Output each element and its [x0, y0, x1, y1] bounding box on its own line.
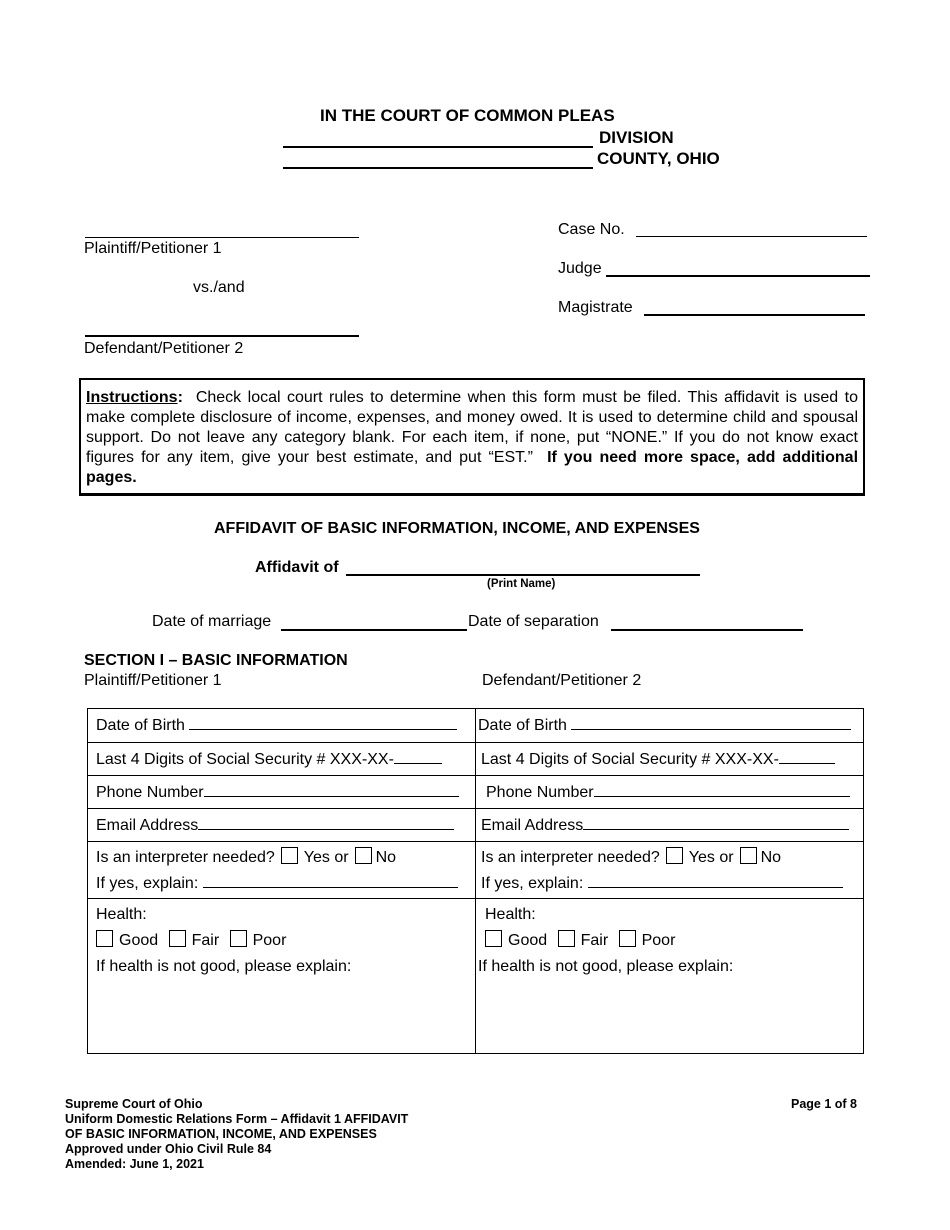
footer-info — [65, 1097, 408, 1172]
dob-label-1: Date of Birth — [96, 717, 185, 734]
dob-field-1[interactable] — [189, 728, 457, 730]
interpreter-explain-field-1[interactable] — [203, 886, 458, 888]
if-yes-label-2: If yes, explain: — [481, 875, 584, 892]
fair-label-2: Fair — [580, 932, 609, 949]
yes-or-label-1: Yes or — [303, 849, 349, 866]
interpreter-no-checkbox-2[interactable] — [740, 847, 757, 864]
instructions-box: Instructions: Check local court rules to determine when this form must be filed. This affidavit is used to make complete disclosure of income, expenses, and money owed. It is used to determine child and spousal support. Do not leave any category blank. For each item, if none, put “NONE.” If you do not know exact figures for any item, give your best estimate, and put “EST.” If you need more space, add additional pages. — [79, 378, 865, 496]
interpreter-label-2: Is an interpreter needed? — [481, 849, 660, 866]
date-of-separation-label: Date of separation — [468, 613, 599, 630]
interpreter-no-checkbox-1[interactable] — [355, 847, 372, 864]
email-field-2[interactable] — [583, 828, 849, 830]
email-label-1: Email Address — [96, 817, 199, 834]
judge-field[interactable] — [606, 275, 870, 277]
footer-line2: Uniform Domestic Relations Form – Affidavit 1 AFFIDAVIT — [65, 1112, 409, 1126]
health-fair-checkbox-2[interactable] — [558, 930, 575, 947]
footer-line5: Amended: June 1, 2021 — [65, 1157, 204, 1171]
plaintiff-label: Plaintiff/Petitioner 1 — [84, 240, 222, 257]
basic-info-table — [87, 708, 864, 1054]
county-label: COUNTY, OHIO — [597, 149, 720, 168]
section1-col2-label: Defendant/Petitioner 2 — [482, 672, 642, 689]
print-name-label: (Print Name) — [487, 578, 556, 590]
health-label-1: Health: — [96, 906, 147, 923]
form-title: AFFIDAVIT OF BASIC INFORMATION, INCOME, AND EXPENSES — [214, 520, 700, 537]
no-label-1: No — [375, 849, 397, 866]
division-label: DIVISION — [599, 128, 674, 147]
date-of-marriage-label: Date of marriage — [152, 613, 272, 630]
health-good-checkbox-1[interactable] — [96, 930, 113, 947]
defendant-label: Defendant/Petitioner 2 — [84, 340, 244, 357]
date-of-separation-field[interactable] — [611, 629, 803, 631]
yes-or-label-2: Yes or — [688, 849, 734, 866]
phone-field-1[interactable] — [204, 795, 459, 797]
phone-label-2: Phone Number — [486, 784, 594, 801]
email-field-1[interactable] — [198, 828, 454, 830]
instructions-bold-tail: If you need more space, add additional pages. — [86, 449, 859, 486]
ssn-field-1[interactable] — [394, 762, 442, 764]
case-no-label: Case No. — [558, 221, 625, 238]
health-poor-checkbox-2[interactable] — [619, 930, 636, 947]
affiant-name-field[interactable] — [346, 574, 700, 576]
health-poor-checkbox-1[interactable] — [230, 930, 247, 947]
good-label-1: Good — [119, 932, 159, 949]
magistrate-label: Magistrate — [558, 299, 633, 316]
case-no-field[interactable] — [636, 236, 867, 237]
ssn-field-2[interactable] — [779, 762, 835, 764]
vs-label: vs./and — [193, 279, 245, 296]
section1-heading: SECTION I – BASIC INFORMATION — [84, 652, 348, 669]
magistrate-field[interactable] — [644, 314, 865, 316]
interpreter-yes-checkbox-1[interactable] — [281, 847, 298, 864]
division-field[interactable] — [283, 146, 593, 148]
phone-label-1: Phone Number — [96, 784, 204, 801]
affidavit-of-label: Affidavit of — [255, 559, 339, 576]
date-of-marriage-field[interactable] — [281, 629, 467, 631]
email-label-2: Email Address — [481, 817, 584, 834]
health-fair-checkbox-1[interactable] — [169, 930, 186, 947]
phone-field-2[interactable] — [594, 795, 850, 797]
poor-label-1: Poor — [252, 932, 287, 949]
dob-label-2: Date of Birth — [478, 717, 567, 734]
judge-label: Judge — [558, 260, 602, 277]
instructions-heading: Instructions — [86, 389, 178, 406]
section1-col1-label: Plaintiff/Petitioner 1 — [84, 672, 222, 689]
if-yes-label-1: If yes, explain: — [96, 875, 199, 892]
interpreter-label-1: Is an interpreter needed? — [96, 849, 275, 866]
plaintiff-name-field[interactable] — [85, 237, 359, 238]
court-title: IN THE COURT OF COMMON PLEAS — [320, 106, 615, 125]
defendant-name-field[interactable] — [85, 335, 359, 337]
page-number: Page 1 of 8 — [791, 1097, 857, 1111]
ssn-label-2: Last 4 Digits of Social Security # XXX-XX- — [481, 751, 779, 768]
health-explain-label-1: If health is not good, please explain: — [96, 958, 352, 975]
no-label-2: No — [760, 849, 782, 866]
footer-line4: Approved under Ohio Civil Rule 84 — [65, 1142, 272, 1156]
fair-label-1: Fair — [191, 932, 220, 949]
good-label-2: Good — [508, 932, 548, 949]
ssn-label-1: Last 4 Digits of Social Security # XXX-XX- — [96, 751, 394, 768]
health-good-checkbox-2[interactable] — [485, 930, 502, 947]
interpreter-explain-field-2[interactable] — [588, 886, 843, 888]
county-field[interactable] — [283, 167, 593, 169]
dob-field-2[interactable] — [571, 728, 851, 730]
health-label-2: Health: — [485, 906, 536, 923]
instructions-body: Check local court rules to determine when this form must be filed. This affidavit is used to make complete disclosure of income, expenses, and money owed. It is used to determine child and spousal support. Do not leave any category blank. For each item, if none, put “NONE.” If you do not know exact figures for any item, give your best estimate, and put “EST.” — [86, 389, 859, 466]
footer-line3: OF BASIC INFORMATION, INCOME, AND EXPENSES — [65, 1127, 377, 1141]
health-explain-label-2: If health is not good, please explain: — [478, 958, 734, 975]
footer-line1: Supreme Court of Ohio — [65, 1097, 203, 1111]
interpreter-yes-checkbox-2[interactable] — [666, 847, 683, 864]
poor-label-2: Poor — [641, 932, 676, 949]
